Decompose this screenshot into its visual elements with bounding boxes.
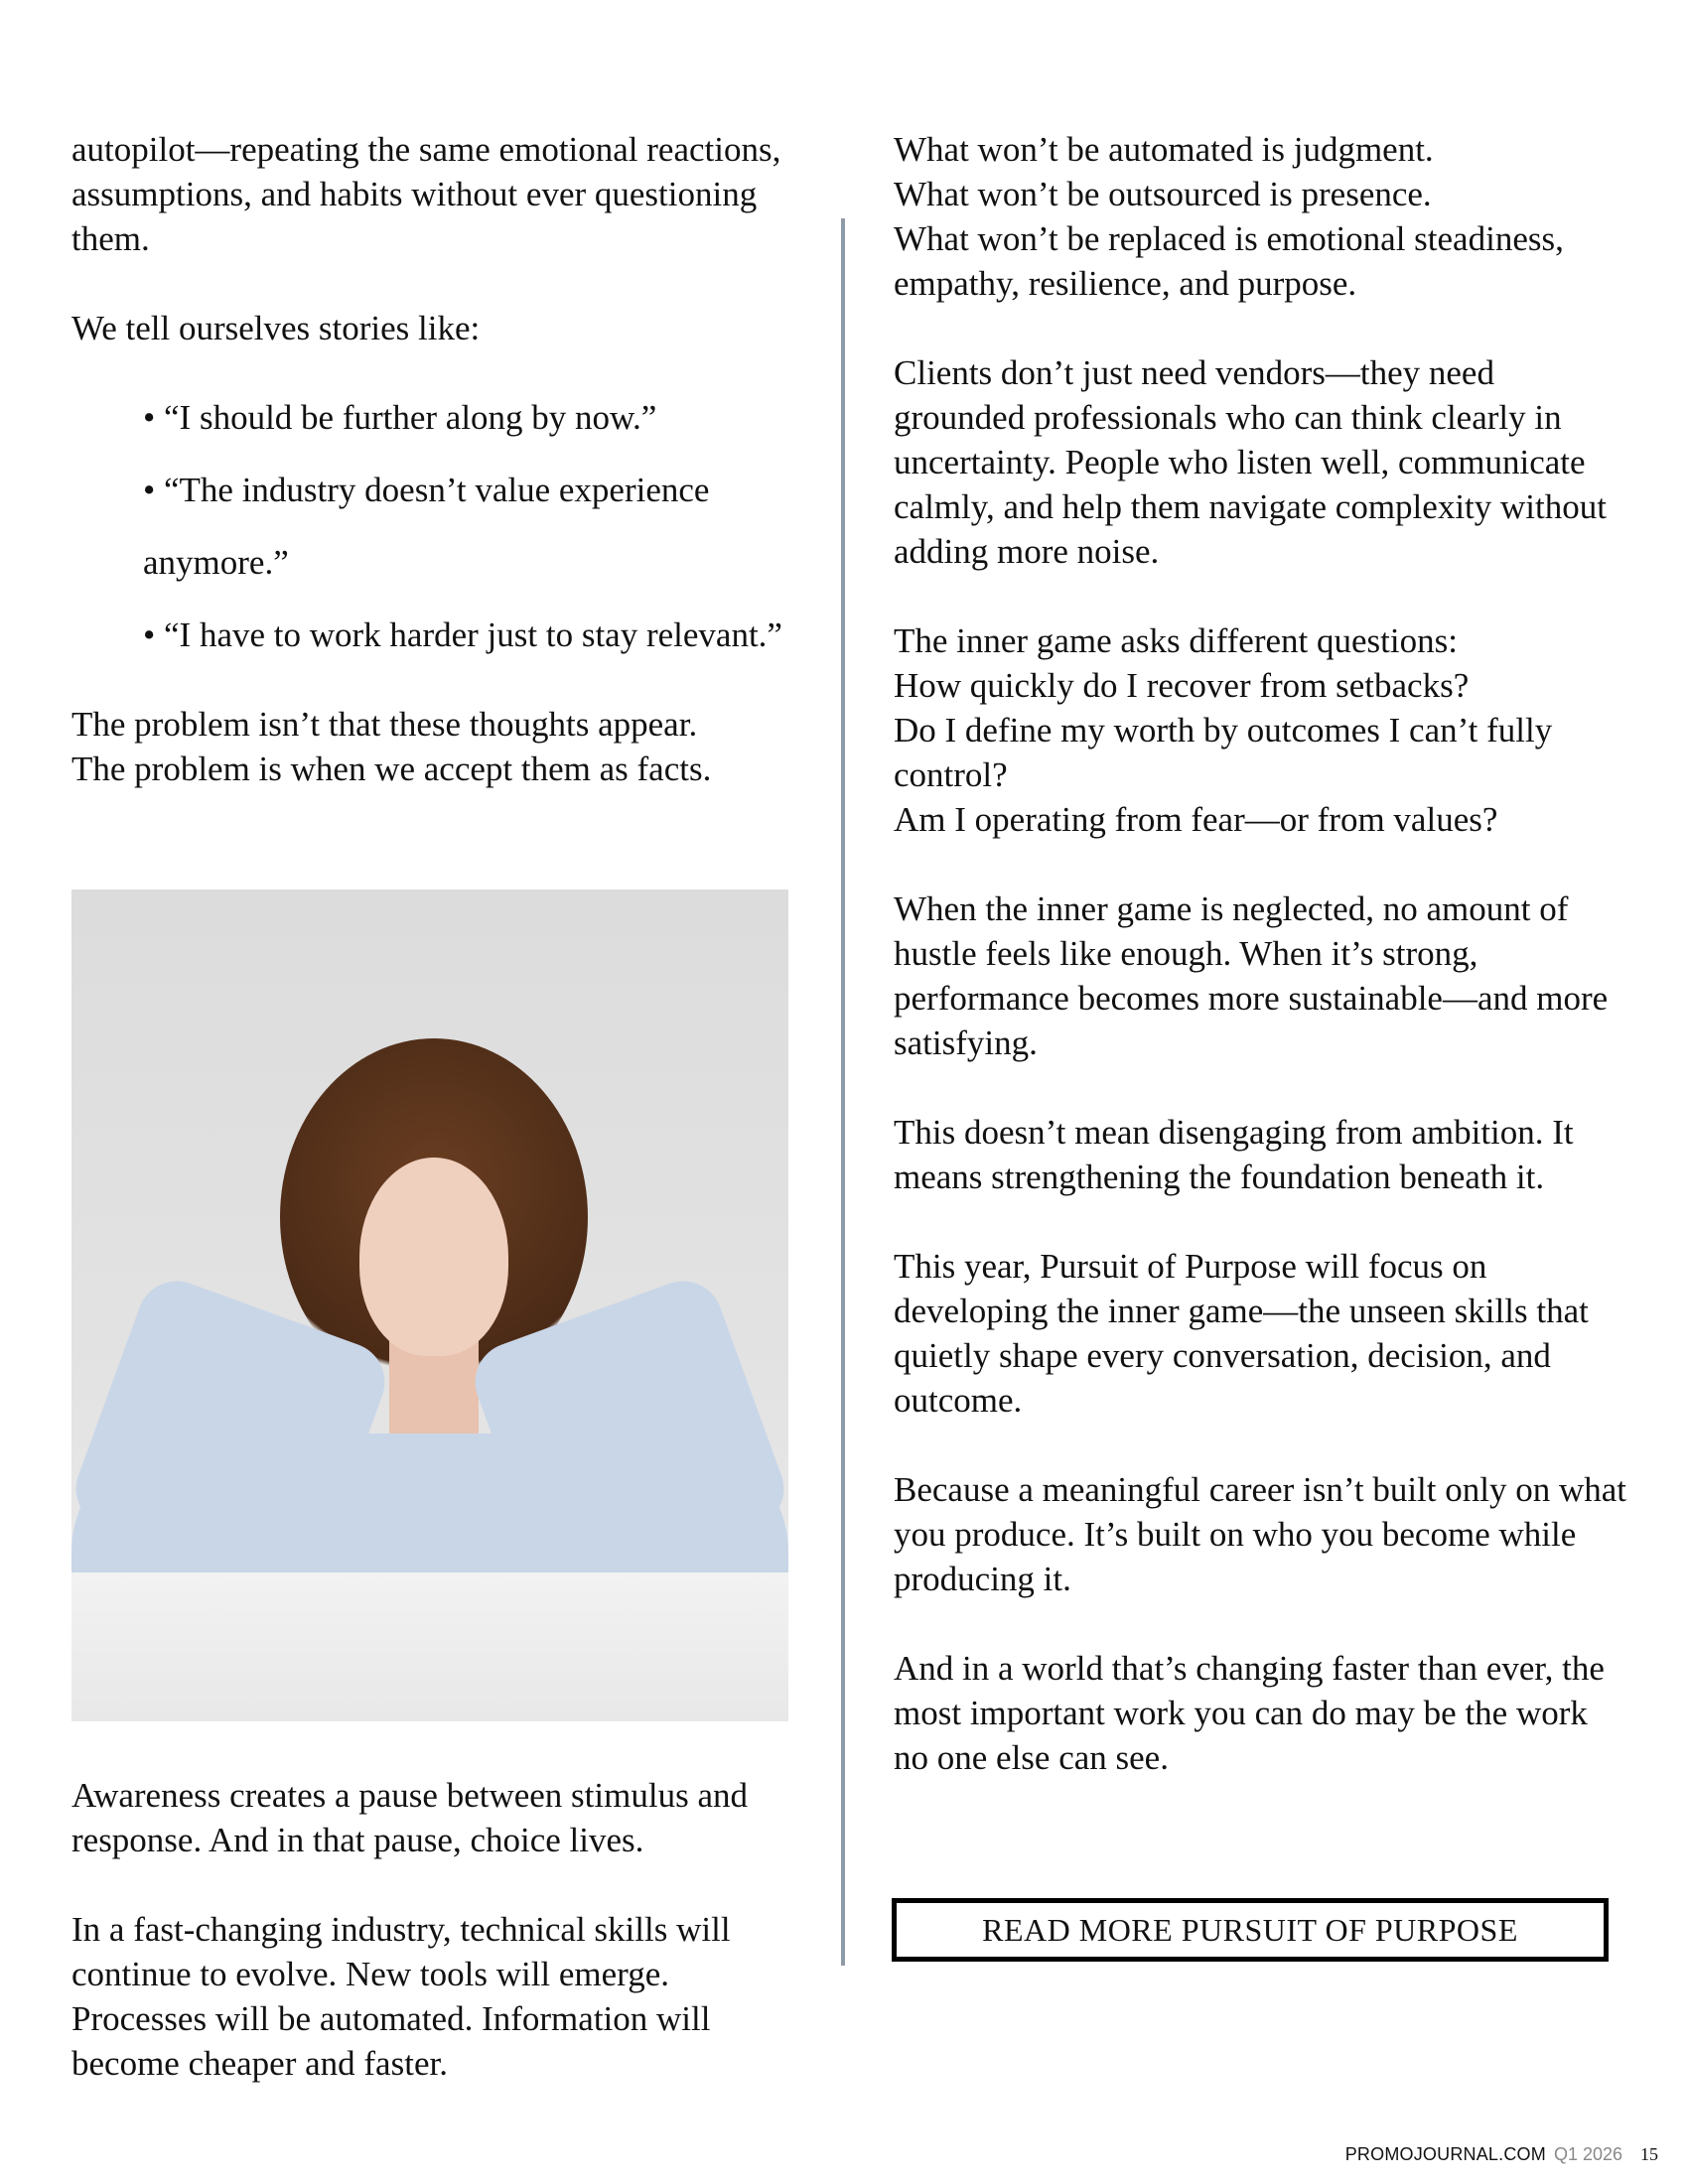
paragraph: In a fast-changing industry, technical skills will continue to evolve. New tools will emerge. Processes will be automated. Information will become cheaper and faster. bbox=[71, 1910, 731, 2083]
paragraph: And in a world that’s changing faster than ever, the most important work you can do may be the work no one else can see. bbox=[894, 1649, 1605, 1777]
paragraph: This doesn’t mean disengaging from ambition. It means strengthening the foundation beneath it. bbox=[894, 1113, 1574, 1196]
footer-issue: Q1 2026 bbox=[1553, 2144, 1622, 2164]
paragraph: We tell ourselves stories like: bbox=[71, 309, 481, 347]
paragraph: autopilot—repeating the same emotional reactions, assumptions, and habits without ever questioning them. bbox=[71, 130, 781, 258]
question-line: Am I operating from fear—or from values? bbox=[894, 800, 1498, 839]
right-column bbox=[894, 127, 1628, 1825]
question-line: How quickly do I recover from setbacks? bbox=[894, 666, 1470, 705]
photo-face bbox=[359, 1158, 508, 1356]
line: What won’t be replaced is emotional steadiness, empathy, resilience, and purpose. bbox=[894, 219, 1564, 303]
paragraph: Clients don’t just need vendors—they need grounded professionals who can think clearly in uncertainty. People who listen well, communicate calmly, and help them navigate complexity without adding more noise. bbox=[894, 353, 1607, 571]
bullet-item: • “I should be further along by now.” bbox=[143, 398, 657, 437]
question-line: The inner game asks different questions: bbox=[894, 621, 1458, 660]
line: What won’t be automated is judgment. bbox=[894, 130, 1434, 169]
paragraph: The problem isn’t that these thoughts appear. bbox=[71, 705, 698, 744]
page-number: 15 bbox=[1640, 2144, 1658, 2164]
paragraph: This year, Pursuit of Purpose will focus on developing the inner game—the unseen skills that quietly shape every conversation, decision, and outcome. bbox=[894, 1247, 1589, 1420]
photo-table bbox=[71, 1572, 788, 1721]
column-divider bbox=[841, 218, 845, 1966]
question-line: Do I define my worth by outcomes I can’t fully control? bbox=[894, 711, 1553, 794]
bullet-item: • “The industry doesn’t value experience bbox=[143, 471, 710, 509]
bullet-item-continued: anymore.” bbox=[143, 543, 289, 582]
left-column bbox=[71, 127, 806, 836]
read-more-button[interactable]: READ MORE PURSUIT OF PURPOSE bbox=[892, 1898, 1609, 1962]
paragraph: When the inner game is neglected, no amount of hustle feels like enough. When it’s strong, performance becomes more sustainable—and more satisfying. bbox=[894, 889, 1609, 1062]
page-footer bbox=[1345, 2144, 1658, 2165]
line: What won’t be outsourced is presence. bbox=[894, 175, 1432, 213]
paragraph: Because a meaningful career isn’t built only on what you produce. It’s built on who you become while producing it. bbox=[894, 1470, 1627, 1598]
paragraph: The problem is when we accept them as facts. bbox=[71, 750, 712, 788]
article-photo bbox=[71, 889, 788, 1721]
bullet-item: • “I have to work harder just to stay relevant.” bbox=[143, 615, 782, 654]
left-column-lower bbox=[71, 1773, 806, 2130]
footer-site[interactable]: PROMOJOURNAL.COM bbox=[1344, 2144, 1546, 2164]
paragraph: Awareness creates a pause between stimulus and response. And in that pause, choice lives. bbox=[71, 1776, 748, 1859]
